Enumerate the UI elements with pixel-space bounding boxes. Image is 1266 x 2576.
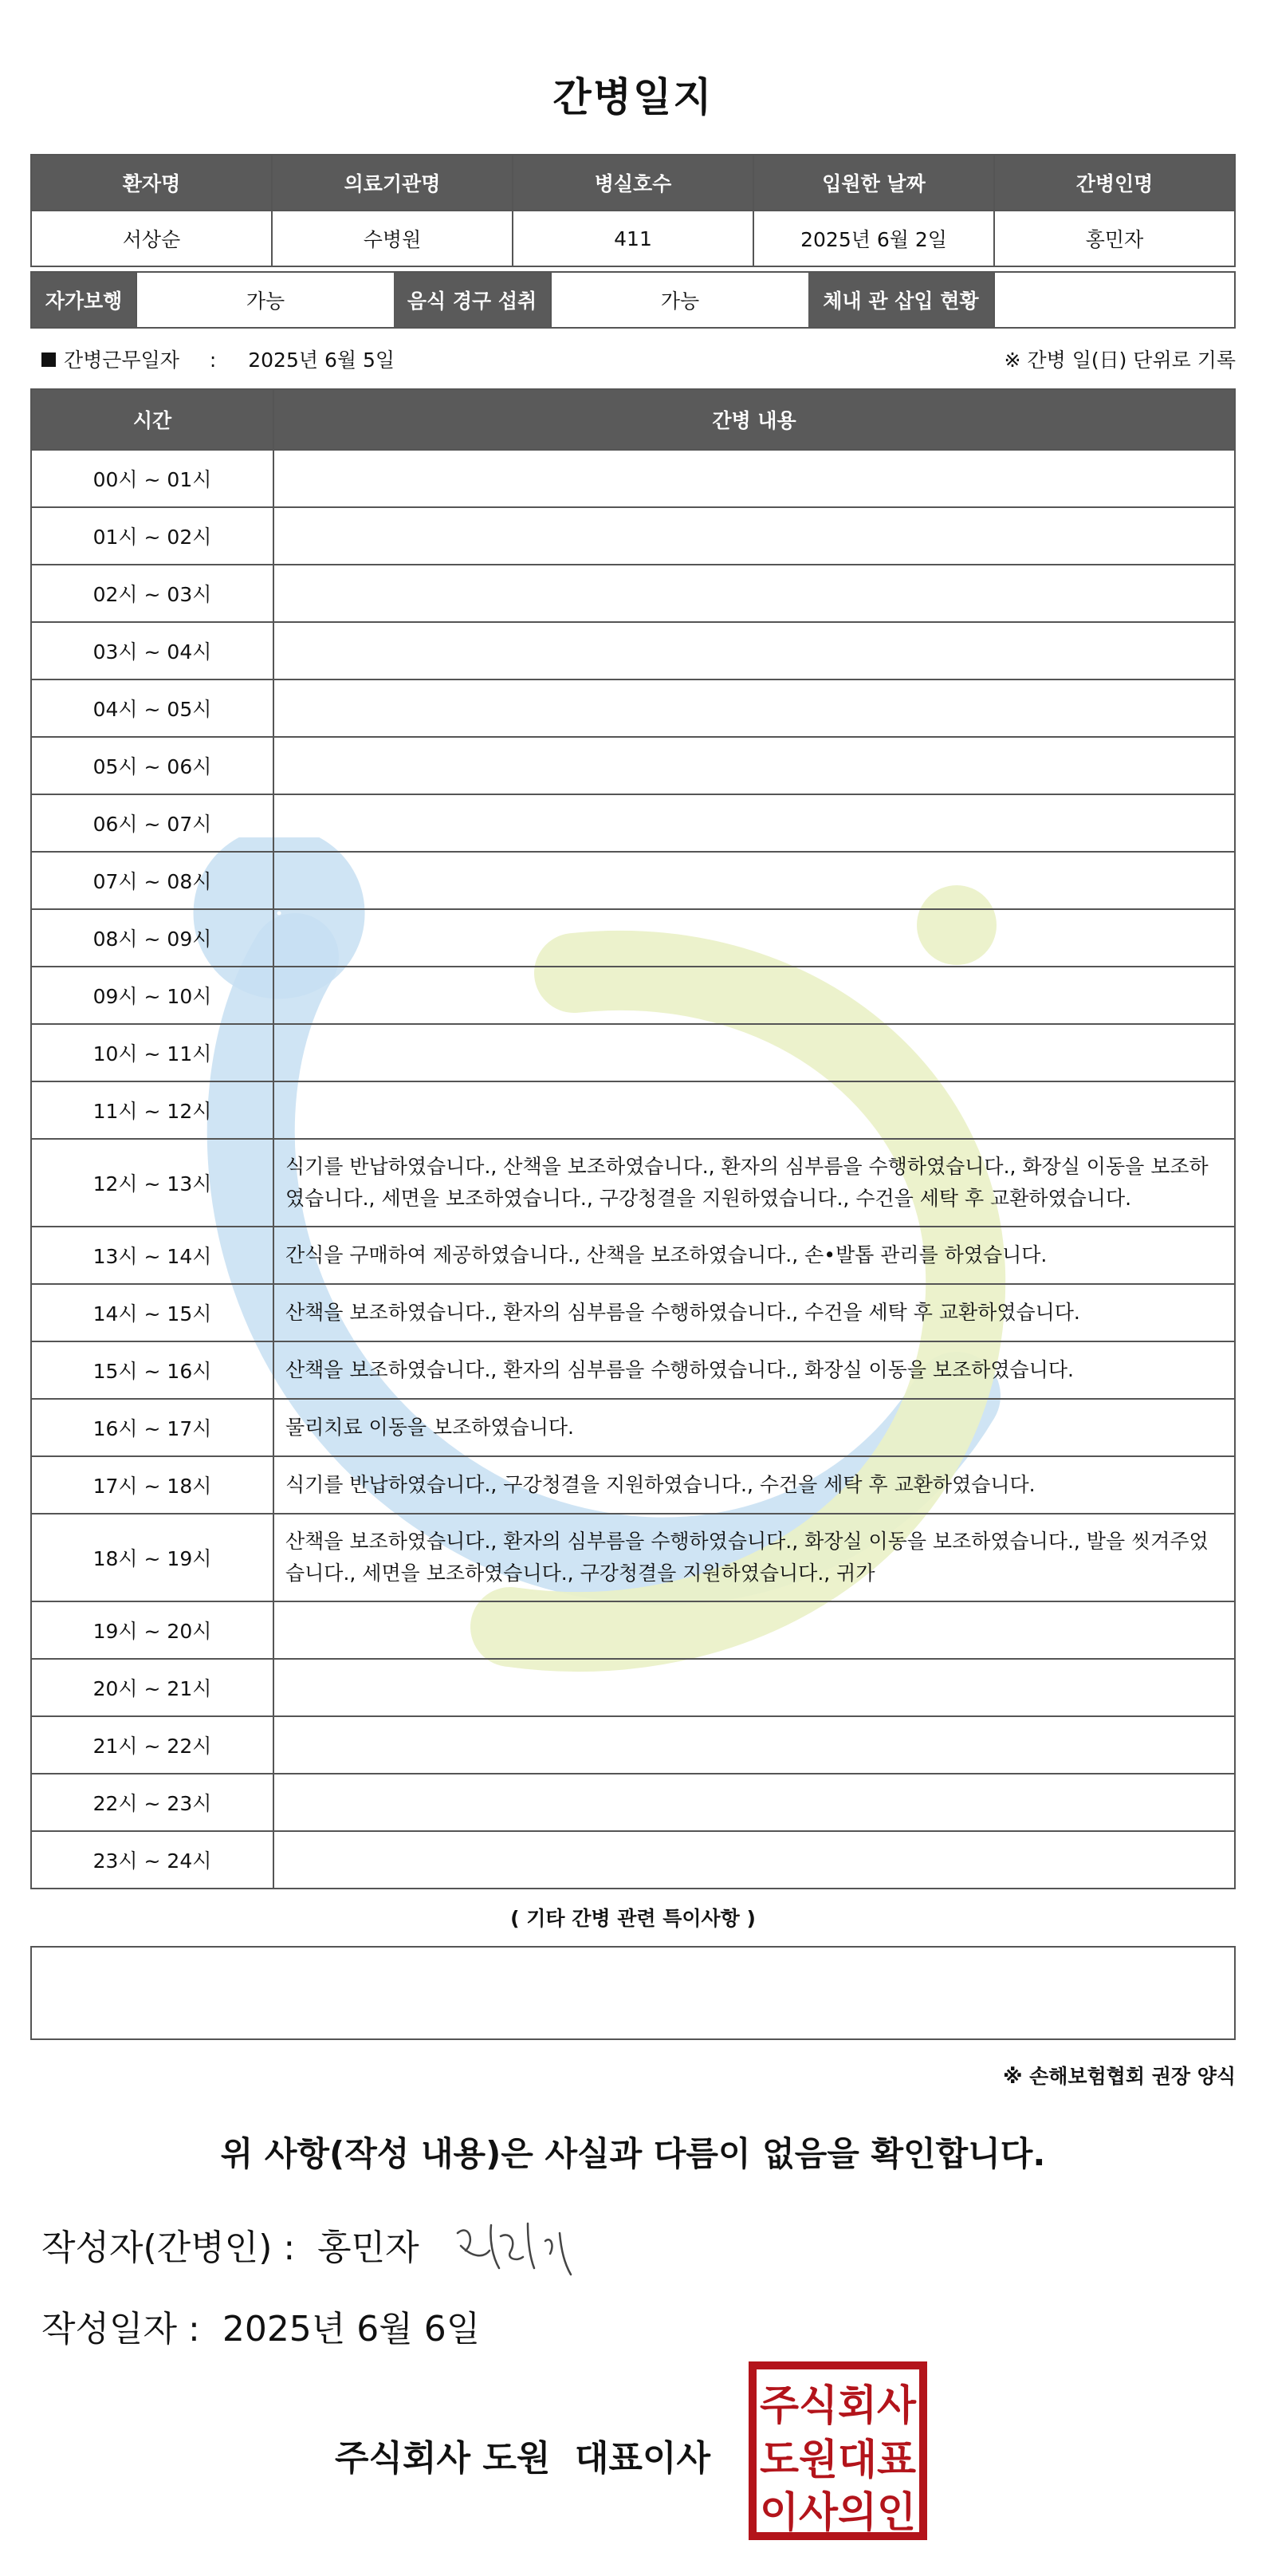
log-content-cell: 산책을 보조하였습니다., 환자의 심부름을 수행하였습니다., 화장실 이동을 보조하였습니다. [273, 1341, 1235, 1399]
log-content-cell: 물리치료 이동을 보조하였습니다. [273, 1399, 1235, 1456]
log-content-cell [273, 1774, 1235, 1831]
work-date: 2025년 6월 5일 [248, 349, 395, 372]
recommend-note: ※ 손해보험협회 권장 양식 [1003, 2065, 1236, 2088]
log-row [31, 507, 1235, 565]
confirmation-statement: 위 사항(작성 내용)은 사실과 다름이 없음을 확인합니다. [220, 2134, 1046, 2173]
log-content-cell [273, 1831, 1235, 1889]
write-date-label: 작성일자 : [41, 2309, 200, 2350]
walk-value: 가능 [136, 273, 394, 327]
log-time-cell: 03시 ~ 04시 [31, 622, 273, 679]
log-content-cell [273, 737, 1235, 794]
log-row [31, 1227, 1235, 1284]
patient-status-row [30, 271, 1236, 329]
patient-info-table [30, 154, 1236, 267]
log-content-cell [273, 1716, 1235, 1774]
log-content-cell [273, 909, 1235, 967]
log-row [31, 1341, 1235, 1399]
log-time-cell: 06시 ~ 07시 [31, 794, 273, 852]
log-row [31, 1601, 1235, 1659]
header-hospital-name: 의료기관명 [272, 155, 513, 211]
company-seal-stamp [748, 2361, 928, 2541]
log-row [31, 1081, 1235, 1139]
log-time-cell: 21시 ~ 22시 [31, 1716, 273, 1774]
log-row [31, 1456, 1235, 1514]
special-notes-box [30, 1946, 1236, 2040]
log-content-cell [273, 507, 1235, 565]
header-room-number: 병실호수 [513, 155, 753, 211]
log-time-cell: 16시 ~ 17시 [31, 1399, 273, 1456]
writer-label: 작성자(간병인) : [41, 2227, 296, 2268]
room-number: 411 [513, 211, 753, 266]
log-row [31, 1659, 1235, 1716]
writer-line [41, 2219, 419, 2270]
svg-text:주식회사: 주식회사 [760, 2382, 917, 2430]
log-row [31, 967, 1235, 1024]
log-time-cell: 08시 ~ 09시 [31, 909, 273, 967]
log-content-cell [273, 622, 1235, 679]
caregiver-name: 홍민자 [994, 211, 1235, 266]
log-time-cell: 20시 ~ 21시 [31, 1659, 273, 1716]
hospital-name: 수병원 [272, 211, 513, 266]
special-notes-title: ( 기타 간병 관련 특이사항 ) [510, 1907, 756, 1930]
square-bullet-icon [41, 353, 56, 367]
svg-text:도원대표: 도원대표 [760, 2436, 916, 2484]
log-time-cell: 19시 ~ 20시 [31, 1601, 273, 1659]
log-time-cell: 10시 ~ 11시 [31, 1024, 273, 1081]
log-content-cell: 식기를 반납하였습니다., 산책을 보조하였습니다., 환자의 심부름을 수행하였습니다., 화장실 이동을 보조하였습니다., 세면을 보조하였습니다., 구강청결을 지원하였습니다., 수건을 세탁 후 교환하였습니다. [273, 1139, 1235, 1227]
header-caregiver-name: 간병인명 [994, 155, 1235, 211]
log-row [31, 909, 1235, 967]
log-content-cell [273, 794, 1235, 852]
log-content-cell [273, 1601, 1235, 1659]
log-content-cell: 산책을 보조하였습니다., 환자의 심부름을 수행하였습니다., 수건을 세탁 후 교환하였습니다. [273, 1284, 1235, 1341]
food-value: 가능 [550, 273, 808, 327]
work-date-separator: : [209, 349, 217, 372]
write-date: 2025년 6월 6일 [222, 2309, 481, 2350]
food-label: 음식 경구 섭취 [394, 273, 550, 327]
tube-value [993, 273, 1234, 327]
time-header: 시간 [31, 389, 273, 450]
log-row [31, 794, 1235, 852]
log-time-cell: 01시 ~ 02시 [31, 507, 273, 565]
log-time-cell: 13시 ~ 14시 [31, 1227, 273, 1284]
log-time-cell: 15시 ~ 16시 [31, 1341, 273, 1399]
log-row [31, 1514, 1235, 1601]
log-time-cell: 05시 ~ 06시 [31, 737, 273, 794]
page-title: 간병일지 [552, 74, 714, 120]
log-time-cell: 23시 ~ 24시 [31, 1831, 273, 1889]
log-time-cell: 09시 ~ 10시 [31, 967, 273, 1024]
log-time-cell: 14시 ~ 15시 [31, 1284, 273, 1341]
log-row [31, 622, 1235, 679]
log-row [31, 565, 1235, 622]
work-date-label: 간병근무일자 [64, 349, 179, 372]
handwritten-signature [451, 2209, 587, 2289]
log-time-cell: 12시 ~ 13시 [31, 1139, 273, 1227]
log-time-cell: 02시 ~ 03시 [31, 565, 273, 622]
svg-text:이사의인: 이사의인 [760, 2489, 916, 2537]
log-row [31, 450, 1235, 507]
unit-note: ※ 간병 일(日) 단위로 기록 [1004, 349, 1236, 372]
writer-name: 홍민자 [317, 2227, 419, 2268]
log-row [31, 1284, 1235, 1341]
walk-label: 자가보행 [32, 273, 136, 327]
log-content-cell [273, 450, 1235, 507]
log-row [31, 852, 1235, 909]
log-row [31, 1399, 1235, 1456]
header-admission-date: 입원한 날짜 [753, 155, 994, 211]
log-row [31, 1716, 1235, 1774]
log-time-cell: 17시 ~ 18시 [31, 1456, 273, 1514]
log-time-cell: 22시 ~ 23시 [31, 1774, 273, 1831]
log-content-cell [273, 1659, 1235, 1716]
log-time-cell: 04시 ~ 05시 [31, 679, 273, 737]
care-log-table [30, 388, 1236, 1889]
company-representative: 주식회사 도원 대표이사 [335, 2438, 710, 2479]
patient-name: 서상순 [31, 211, 272, 266]
log-row [31, 679, 1235, 737]
admission-date: 2025년 6월 2일 [753, 211, 994, 266]
log-content-cell [273, 967, 1235, 1024]
log-content-cell [273, 565, 1235, 622]
log-content-cell: 간식을 구매하여 제공하였습니다., 산책을 보조하였습니다., 손•발톱 관리를 하였습니다. [273, 1227, 1235, 1284]
log-time-cell: 11시 ~ 12시 [31, 1081, 273, 1139]
log-row [31, 1774, 1235, 1831]
header-patient-name: 환자명 [31, 155, 272, 211]
log-time-cell: 00시 ~ 01시 [31, 450, 273, 507]
log-content-cell [273, 1081, 1235, 1139]
log-time-cell: 07시 ~ 08시 [31, 852, 273, 909]
log-row [31, 737, 1235, 794]
log-time-cell: 18시 ~ 19시 [31, 1514, 273, 1601]
log-content-cell [273, 679, 1235, 737]
log-row [31, 1139, 1235, 1227]
log-content-cell [273, 852, 1235, 909]
write-date-line [41, 2300, 480, 2351]
tube-label: 체내 관 삽입 현황 [808, 273, 993, 327]
work-date-line [41, 345, 395, 373]
log-content-cell [273, 1024, 1235, 1081]
log-content-cell: 산책을 보조하였습니다., 환자의 심부름을 수행하였습니다., 화장실 이동을 보조하였습니다., 발을 씻겨주었습니다., 세면을 보조하였습니다., 구강청결을 지원하였습니다., 귀가 [273, 1514, 1235, 1601]
log-content-cell: 식기를 반납하였습니다., 구강청결을 지원하였습니다., 수건을 세탁 후 교환하였습니다. [273, 1456, 1235, 1514]
content-header: 간병 내용 [273, 389, 1235, 450]
log-row [31, 1831, 1235, 1889]
log-row [31, 1024, 1235, 1081]
